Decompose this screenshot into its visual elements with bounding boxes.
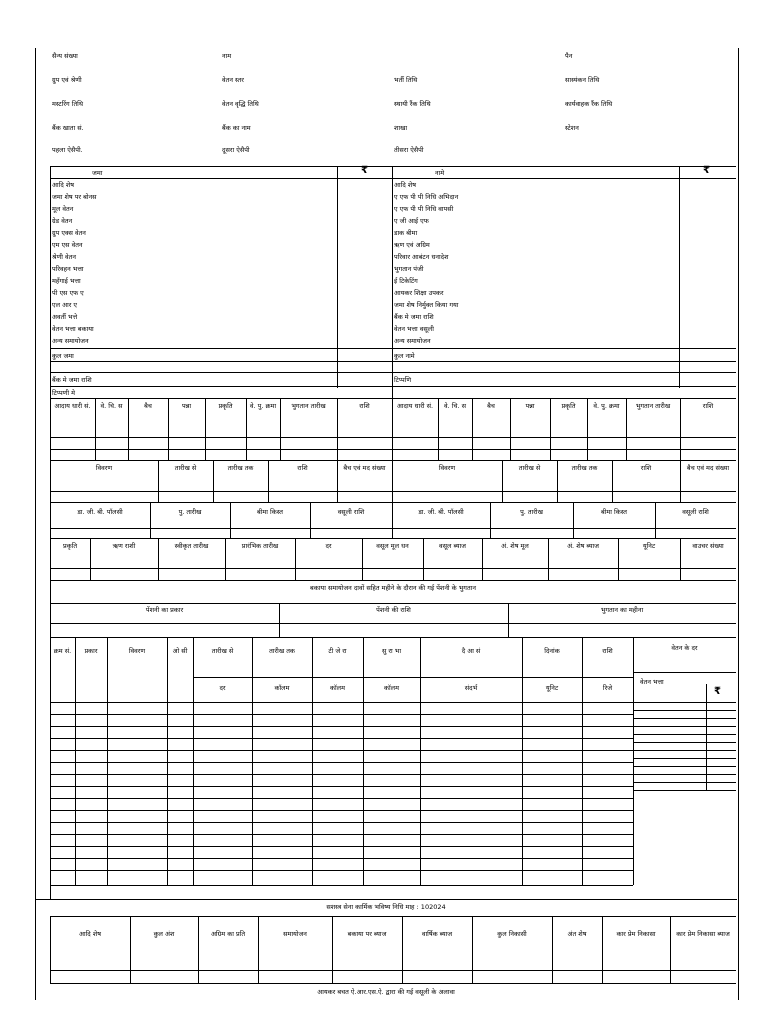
insurance-header: पु. तारीख [520,508,543,516]
claims-subheader: दर [219,684,226,692]
claims-header: सु रा भा [381,647,402,655]
advance-type-header: पेंशनी का प्रकार [145,606,184,614]
debit-item: ए जी आई एफ [394,217,429,225]
debit-item: परिवार आबंटन धनादेश [394,253,449,261]
period-header: तारीख तक [227,464,254,472]
credit-item: जमा शेष पर बोनस [52,193,97,201]
insurance-header: डा. जी. बी. पॉलसी [418,508,464,516]
allotment-header: वे. चि. स [443,402,467,410]
period-header: विवरण [95,464,113,472]
allotment-header: पन्ना [525,402,535,410]
insurance-header: डा. जी. बी. पॉलसी [77,508,123,516]
loan-header: वसूल ब्याज [439,542,466,550]
allotment-header: वे. पु. क्रमा [249,402,277,410]
claims-subheader: यूनिट [545,684,559,692]
claims-header: प्रकार [84,647,98,655]
credit-item: मूल वेतन [52,205,74,213]
provident-fund-header: कुल निकासी [497,930,527,938]
debit-item: वेतन भत्ता वसूली [394,325,434,333]
payment-month-header: भुगतान का महीना [600,606,644,614]
group-category-label: ग्रुप एवं श्रेणी [52,76,82,84]
increment-date-label: वेतन वृद्धि तिथि [222,100,259,108]
name-label: नाम [222,52,232,60]
allotment-header: राशि [359,402,370,410]
footer-note: आयकर बचत ऐ.आर.एस.ऐ. द्वारा की गई वसूली के अलावा [317,988,455,996]
provident-fund-header: वार्षिक ब्याज [421,930,453,938]
loan-header: प्रकृति [62,542,78,550]
period-header: तारीख से [518,464,541,472]
credit-item: ग्रुप एक्स वेतन [52,229,86,237]
mustering-date-label: मस्टरिंग तिथि [52,100,83,108]
loan-header: ऋण राशी [112,542,136,550]
debit-item: अन्य समायोजन [394,337,431,345]
pay-rate-title: वेतन के दर [671,644,698,652]
period-header: बैच एवं मद संख्या [686,464,730,472]
loan-header: अं. शेष मूल [501,542,529,550]
insurance-header: पु. तारीख [178,508,202,516]
loan-header: स्वीकृत तारीख [174,542,209,550]
branch-label: शाखा [394,124,408,132]
claims-header: टी जे रा [328,647,347,655]
claims-subheader: कॉलम [330,684,345,692]
provident-fund-header: समायोजन [283,930,307,938]
credit-item: श्रेणी वेतन [52,253,76,261]
provident-fund-title: सशस्त्र सेना कार्मिक भविष्य निधि माह : 102024 [326,903,446,911]
allotment-header: आदाय धारी सं. [396,402,434,410]
advance-amount-header: पेंशनी की राशि [376,606,411,614]
provident-fund-header: कार प्रेम निकासा [616,930,656,938]
credit-rupee-icon: ₹ [361,165,368,176]
claims-header: दिनांक [544,647,560,655]
remarks-label: टिप्पणि [394,376,412,384]
claims-header: ओ सी [172,647,188,655]
provident-fund-header: कुल अंश [153,930,175,938]
debit-item: बैंक मे जमा राशि [394,313,434,321]
permanent-rank-date-label: स्थायी रैंक तिथि [394,100,431,108]
credit-item: अन्य समायोजन [52,337,89,345]
insurance-header: वसूली राशि [682,508,709,516]
debit-item: ऋण एवं अग्रिम [394,241,430,249]
provident-fund-header: बकाया पर ब्याज [347,930,387,938]
credit-total-label: कुल जमा [52,352,74,360]
loan-header: यूनिट [642,542,656,550]
allotment-header: भुगतान तारीख [635,402,671,410]
allotment-header: राशि [702,402,714,410]
debit-total-label: कुल नामे [394,352,415,360]
advance-table-title: बकाया समायोजन दावों सहित महीने के दौरान की गई पेंशनी के भुगतान [310,584,476,592]
claims-subheader: कॉलम [274,684,290,692]
debit-item: जमा शेष निर्मुक्त किया गया [394,301,459,309]
claims-header: राशि [602,647,613,655]
loan-header: प्रारंभिक तारीख [241,542,279,550]
loan-header: वाउचर संख्या [692,542,724,550]
debit-item: डाक बीमा [394,229,418,237]
claims-subheader: कॉलम [384,684,399,692]
pan-label: पैन [565,52,573,60]
credit-item: वेतन भत्ता बकाया [52,325,94,333]
third-acp-label: तीसरा ऐसैपी [394,146,424,154]
credit-title: जमा [92,169,103,177]
claims-header: क्रम सं. [53,647,72,655]
allotment-header: प्रकृति [218,402,233,410]
claims-header: तारीख से [211,647,234,655]
pay-level-label: वेतन स्तर [222,76,244,84]
allotment-header: आदाय धारी सं. [54,402,91,410]
insurance-header: वसूली राशि [337,508,365,516]
station-label: स्टेशन [565,124,579,132]
period-header: राशि [297,464,308,472]
provident-fund-header: अग्रिम का प्रति [210,930,246,938]
debit-rupee-icon: ₹ [703,165,710,176]
enrolment-date-label: भर्ती तिथि [394,76,418,84]
insurance-header: बीमा किस्त [257,508,283,516]
bank-account-label: बैंक खाता सं. [52,124,84,132]
service-number-label: सैन्य संख्या [52,52,78,60]
allotment-header: बैच [487,402,495,410]
debit-item: ए एफ पी पी निधि वापसी [394,205,454,213]
loan-header: अं. शेष ब्याज [567,542,599,550]
credit-item: आदि शेष [52,181,75,189]
debit-item: आयकर शिक्षा उपकर [394,289,444,297]
credit-item: एल आर ए [52,301,78,309]
period-header: विवरण [438,464,456,472]
allotment-header: भुगतान तारीख [291,402,326,410]
allotment-header: पन्ना [181,402,192,410]
credit-item: एम एस वेतन [52,241,83,249]
credit-item: अवर्ती भत्ते [52,313,78,321]
claims-header: विवरण [128,647,146,655]
pay-rupee-icon: ₹ [714,686,721,697]
debit-title: नामे [435,169,445,177]
allotment-header: प्रकृति [561,402,576,410]
debit-item: ए एफ पी पी निधि अभिदान [394,193,459,201]
insurance-header: बीमा किस्त [601,508,627,516]
allotment-header: वे. चि. स [100,402,123,410]
section-remarks-label: टिप्पणी मे [52,389,75,397]
allotment-header: वे. पु. क्रमा [593,402,620,410]
claims-header: तारीख तक [269,647,295,655]
claims-subheader: रिजे [602,684,613,692]
claims-subheader: संदर्भ [464,684,478,692]
pay-allowance-label: वेतन भत्ता [640,678,664,686]
credit-item: महँगाई भत्ता [52,277,81,285]
credit-item: परिवहन भत्ता [52,265,84,273]
allotment-header: बैच [144,402,152,410]
provident-fund-header: आदि शेष [78,930,102,938]
first-acp-label: पहला ऐसैपी. [52,146,83,154]
bank-credit-label: बैंक मे जमा राशि [52,376,92,384]
bank-name-label: बैंक का नाम [222,124,251,132]
loan-header: दर [325,542,332,550]
second-acp-label: दूसरा ऐसैपी [222,146,250,154]
assessment-date-label: सास्यंकन तिथि [565,76,600,84]
debit-item: ई टिकेटिंग [394,277,418,285]
provident-fund-header: अंत शेष [567,930,587,938]
loan-header: वसूल मूल धन [376,542,409,550]
debit-item: भुगतान पंजी [394,265,424,273]
provident-fund-header: कार प्रेम निकासा ब्याज [676,930,730,938]
period-header: तारीख तक [571,464,598,472]
debit-item: आदि शेष [394,181,417,189]
credit-item: ग्रेड वेतन [52,217,73,225]
period-header: बैच एवं मद संख्या [343,464,386,472]
claims-header: दै आ सं [461,647,481,655]
period-header: राशि [640,464,652,472]
acting-rank-date-label: कार्यवाहक रैंक तिथि [565,100,613,108]
credit-item: पी एस एफ ए [52,289,84,297]
period-header: तारीख से [174,464,197,472]
